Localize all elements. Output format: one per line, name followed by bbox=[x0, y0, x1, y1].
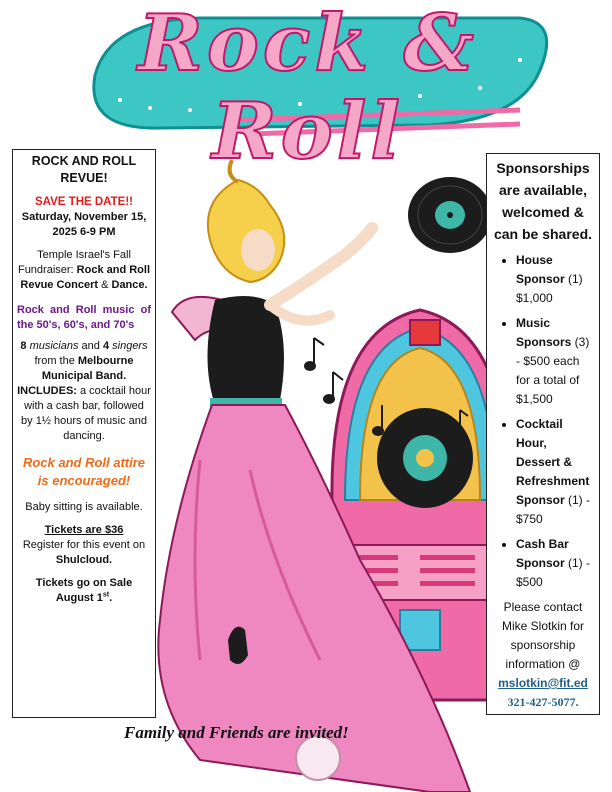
register-text bbox=[17, 538, 151, 568]
register-site: Shulcloud. bbox=[55, 554, 113, 566]
sponsorship-heading: Sponsorships are available, welcomed & can be shared. bbox=[493, 160, 593, 242]
contact-text bbox=[492, 598, 594, 712]
sponsor-item bbox=[516, 251, 594, 308]
register-prefix: Register for this event on bbox=[22, 539, 146, 551]
sponsor-detail: (3) - $500 each for a total of $1,500 bbox=[516, 335, 590, 406]
babysitting-text: Baby sitting is available. bbox=[25, 501, 143, 513]
logo-title: Rock & Roll bbox=[138, 0, 478, 177]
contact-phone: 321-427-5077. bbox=[507, 695, 579, 709]
sale-date-text bbox=[17, 576, 151, 606]
sponsor-name: Cocktail Hour, Dessert & Refreshment Sponsor bbox=[516, 417, 590, 507]
sponsor-item bbox=[516, 314, 594, 409]
sponsor-item bbox=[516, 415, 594, 529]
sale-prefix: Tickets go on Sale August 1 bbox=[35, 577, 133, 604]
fundraiser-text bbox=[17, 248, 151, 293]
musicians-count: 8 bbox=[20, 340, 27, 352]
sale-sup: st bbox=[102, 591, 110, 599]
sale-suffix: . bbox=[109, 592, 113, 604]
sponsor-list bbox=[492, 251, 594, 592]
sponsor-item bbox=[516, 535, 594, 592]
sponsorship-box bbox=[486, 153, 600, 715]
from-text: from the bbox=[34, 355, 78, 367]
fundraiser-prefix: Temple Israel's Fall Fundraiser: bbox=[17, 249, 131, 276]
sponsor-name: Music Sponsors bbox=[516, 316, 572, 349]
save-the-date: SAVE THE DATE!! bbox=[35, 196, 133, 208]
ticket-price: Tickets are $36 bbox=[44, 524, 124, 536]
singers-word: singers bbox=[109, 340, 148, 352]
and-word: and bbox=[78, 340, 103, 352]
sponsor-name: Cash Bar Sponsor bbox=[516, 537, 569, 570]
dance-word: Dance. bbox=[111, 279, 148, 291]
invitation-footer: Family and Friends are invited! bbox=[124, 723, 349, 742]
sponsor-name: House Sponsor bbox=[516, 253, 565, 286]
includes-text: a cocktail hour with a cash bar, followed by 1½ hours of music and dancing. bbox=[21, 385, 151, 442]
singers-count: 4 bbox=[102, 340, 110, 352]
contact-email-link[interactable]: mslotkin@fit.ed bbox=[498, 676, 588, 690]
musicians-word: musicians bbox=[26, 340, 79, 352]
includes-label: INCLUDES: bbox=[17, 385, 77, 397]
attire-text: Rock and Roll attire is encouraged! bbox=[22, 455, 146, 488]
performers-text bbox=[17, 339, 151, 444]
fundraiser-mid: & bbox=[98, 279, 112, 291]
event-info-box bbox=[12, 149, 156, 718]
music-era-text: Rock and Roll music of the 50's, 60's, and 70's bbox=[17, 304, 151, 331]
concert-name: Rock and Roll Revue Concert bbox=[20, 264, 151, 291]
sponsor-detail: (1) - $500 bbox=[516, 556, 591, 589]
band-name: Melbourne Municipal Band. bbox=[41, 355, 134, 382]
sponsor-detail: (1) - $750 bbox=[516, 493, 591, 526]
event-title: ROCK AND ROLL REVUE! bbox=[31, 154, 137, 185]
vinyl-record bbox=[408, 177, 492, 253]
sponsor-detail: (1) $1,000 bbox=[516, 272, 583, 305]
contact-prefix: Please contact Mike Slotkin for sponsorship information @ bbox=[501, 600, 585, 671]
event-date: Saturday, November 15, 2025 6-9 PM bbox=[21, 211, 147, 238]
